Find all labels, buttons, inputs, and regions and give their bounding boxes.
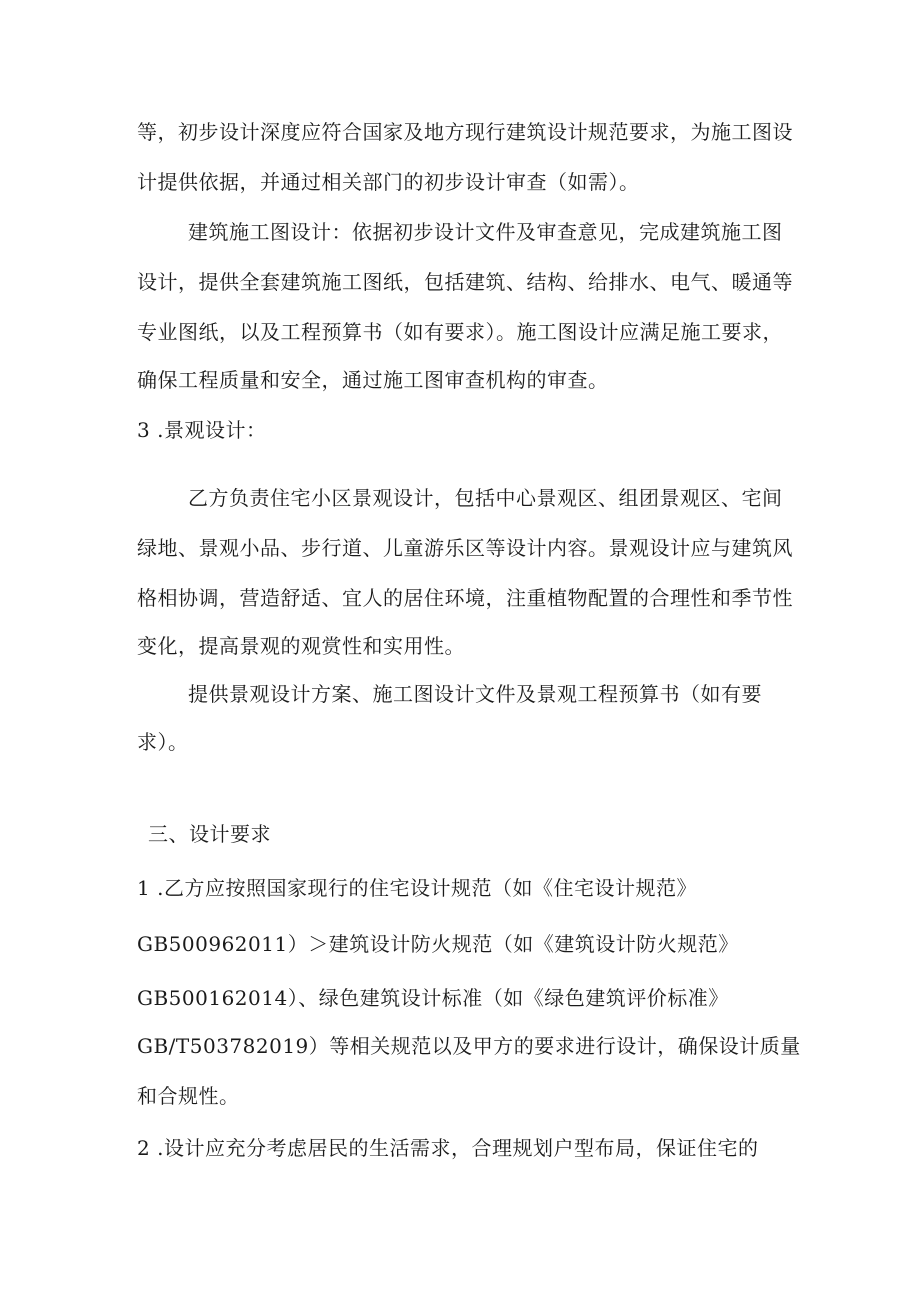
text-line: 1 .乙方应按照国家现行的住宅设计规范（如《住宅设计规范》 [137, 876, 697, 900]
text-line: 绿地、景观小品、步行道、儿童游乐区等设计内容。景观设计应与建筑风 [137, 536, 793, 560]
text-line: GB/T503782019）等相关规范以及甲方的要求进行设计，确保设计质量 [137, 1034, 801, 1058]
text-line: 确保工程质量和安全，通过施工图审查机构的审查。 [137, 368, 609, 392]
text-line: 设计，提供全套建筑施工图纸，包括建筑、结构、给排水、电气、暖通等 [137, 270, 793, 294]
text-line: 专业图纸，以及工程预算书（如有要求）。施工图设计应满足施工要求， [137, 320, 783, 344]
text-line: GB500162014）、绿色建筑设计标准（如《绿色建筑评价标准》 [137, 986, 729, 1010]
text-line: 计提供依据，并通过相关部门的初步设计审查（如需）。 [137, 170, 640, 194]
text-line: 和合规性。 [137, 1084, 240, 1108]
section-heading: 三、设计要求 [148, 822, 271, 846]
text-line: 建筑施工图设计：依据初步设计文件及审查意见，完成建筑施工图 [188, 220, 783, 244]
text-line: 2 .设计应充分考虑居民的生活需求，合理规划户型布局，保证住宅的 [137, 1136, 759, 1160]
text-line: 求）。 [137, 730, 189, 754]
section-heading: 3 .景观设计： [137, 418, 267, 442]
text-line: 等，初步设计深度应符合国家及地方现行建筑设计规范要求，为施工图设 [137, 120, 793, 144]
text-line: 格相协调，营造舒适、宜人的居住环境，注重植物配置的合理性和季节性 [137, 586, 793, 610]
text-line: GB500962011）＞建筑设计防火规范（如《建筑设计防火规范》 [137, 932, 739, 956]
text-line: 乙方负责住宅小区景观设计，包括中心景观区、组团景观区、宅间 [188, 486, 783, 510]
text-line: 变化，提高景观的观赏性和实用性。 [137, 634, 465, 658]
text-line: 提供景观设计方案、施工图设计文件及景观工程预算书（如有要 [188, 682, 762, 706]
